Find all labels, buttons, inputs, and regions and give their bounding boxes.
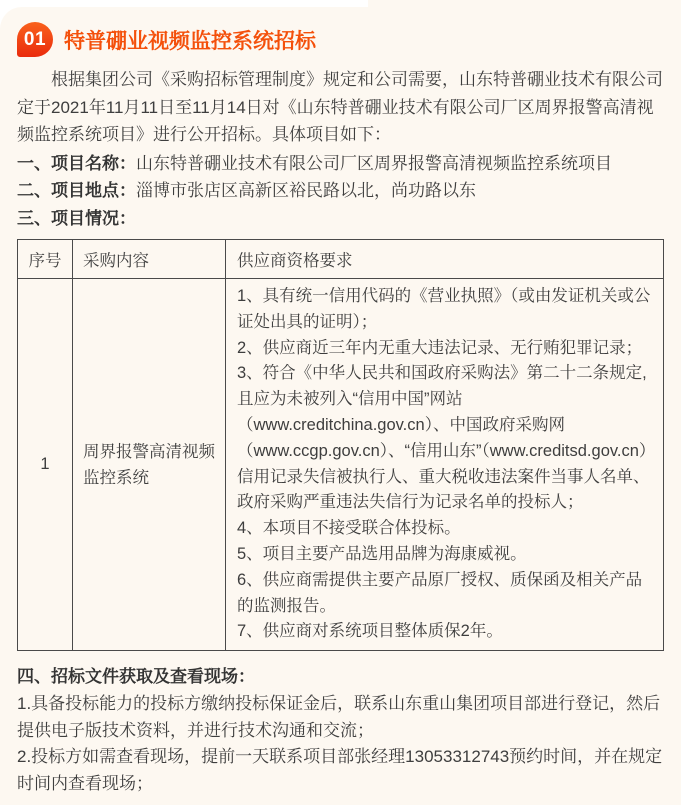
project-name-value: 山东特普硼业技术有限公司厂区周界报警高清视频监控系统项目 [136,153,612,173]
cell-serial-number: 1 [18,279,73,651]
project-details-line [17,205,664,233]
requirement-item: 4、本项目不接受联合体投标。 [237,519,461,538]
requirement-item: 6、供应商需提供主要产品原厂授权、质保函及相关产品的监测报告。 [237,570,643,615]
page-title: 特普硼业视频监控系统招标 [64,29,316,53]
table-row [18,279,664,651]
article-page [0,7,681,805]
bid-documents-paragraph-2: 2.投标方如需查看现场，提前一天联系项目部张经理13053312743预约时间，并在规定时间内查看现场； [17,747,663,793]
table-header-row [18,240,664,279]
requirement-item: 5、项目主要产品选用品牌为海康威视。 [237,544,527,563]
project-location-line [17,177,664,205]
project-name-label: 一、项目名称： [17,153,136,173]
header-procurement-content: 采购内容 [73,240,226,279]
header-supplier-qualifications: 供应商资格要求 [226,240,664,279]
header-serial-number: 序号 [18,240,73,279]
bid-documents-heading: 四、招标文件获取及查看现场： [17,667,255,687]
bid-documents-section [17,663,664,797]
article-header [17,22,664,57]
requirement-item: 2、供应商近三年内无重大违法记录、无行贿犯罪记录； [237,338,643,357]
project-name-line [17,150,664,178]
cell-procurement-content: 周界报警高清视频监控系统 [73,279,226,651]
project-table [17,239,664,651]
section-number-badge: 01 [17,22,53,57]
project-location-label: 二、项目地点： [17,181,136,200]
requirement-item: 1、具有统一信用代码的《营业执照》（或由发证机关或公证处出具的证明）； [237,287,651,331]
requirement-item: 3、符合《中华人民共和国政府采购法》第二十二条规定,且应为未被列入“信用中国”网站（www.creditchina.gov.cn）、中国政府采购网（www.ccgp.gov.cn）、“信用山东”（www.creditsd.gov.cn）信用记录失信被执行人、重大税收违法案件当事人名单、政府采购严重违法失信行为记录名单的投标人； [237,364,650,512]
cell-supplier-qualifications [226,279,664,651]
bid-documents-paragraph-1: 1.具备投标能力的投标方缴纳投标保证金后，联系山东重山集团项目部进行登记，然后提供电子版技术资料，并进行技术沟通和交流； [17,694,661,740]
requirement-item: 7、供应商对系统项目整体质保2年。 [237,622,503,641]
project-details-label: 三、项目情况： [17,208,136,228]
intro-paragraph: 根据集团公司《采购招标管理制度》规定和公司需要，山东特普硼业技术有限公司定于2021年11月11日至11月14日对《山东特普硼业技术有限公司厂区周界报警高清视频监控系统项目》进行公开招标。具体项目如下： [17,70,663,144]
project-location-value: 淄博市张店区高新区裕民路以北，尚功路以东 [136,181,476,200]
